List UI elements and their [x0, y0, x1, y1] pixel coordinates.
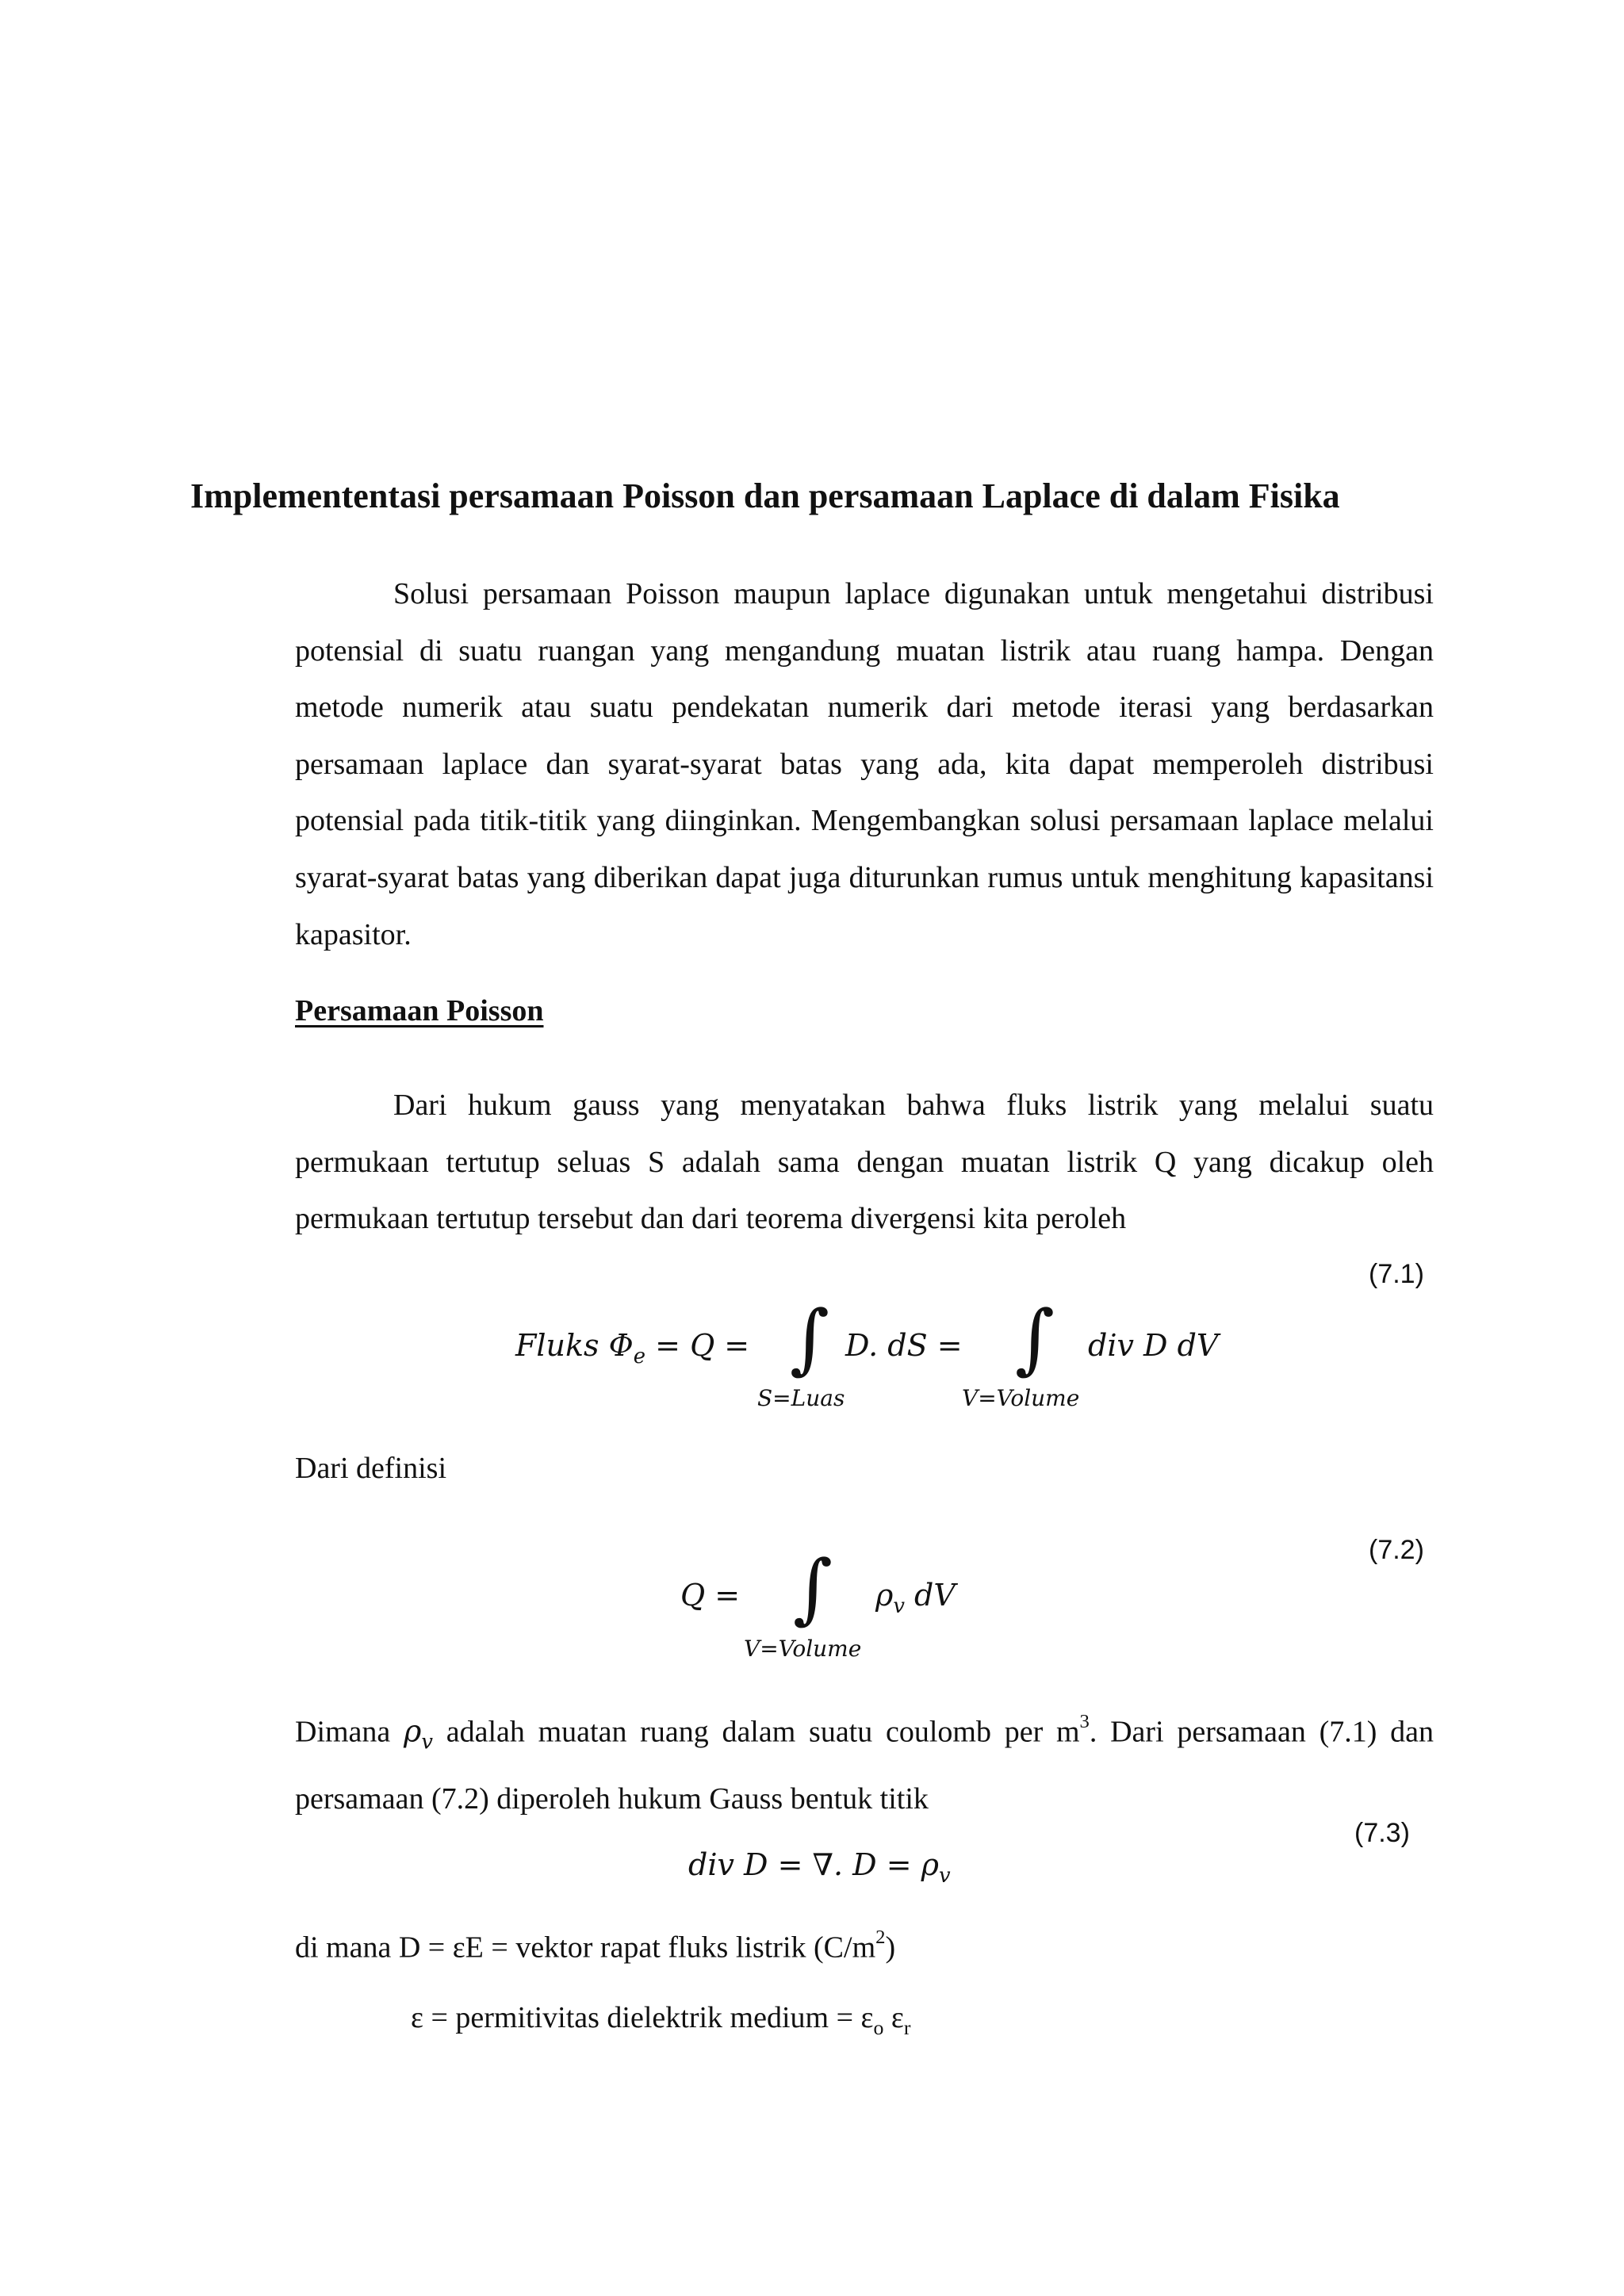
eq1-integrand-2: div D dV — [1088, 1328, 1219, 1363]
dimana-d-text-2: ) — [885, 1931, 896, 1965]
eq1-lhs-sub: e — [633, 1345, 646, 1369]
epsilon-sub-2: r — [903, 2016, 911, 2040]
eq2-integrand — [875, 1578, 956, 1618]
epsilon-text: ε = permitivitas dielektrik medium = ε — [411, 2001, 874, 2034]
intro-text: Solusi persamaan Poisson maupun laplace digunakan untuk mengetahui distribusi potensial di suatu ruangan yang mengandung muatan listrik atau ruang hampa. Dengan metode numerik atau suatu pendekatan numerik dari metode iterasi yang berdasarkan persamaan laplace dan syarat-syarat batas yang ada, kita dapat memperoleh distribusi potensial pada titik-titik yang diinginkan. Mengembangkan solusi persamaan laplace melalui syarat-syarat batas yang diberikan dapat juga diturunkan rumus untuk menghitung kapasitansi kapasitor. — [295, 577, 1434, 951]
section-heading: Persamaan Poisson — [295, 994, 544, 1027]
dimana-d-line — [295, 1927, 895, 1965]
dimana-rho-sub: v — [421, 1730, 433, 1755]
dimana-text — [295, 1693, 1434, 1828]
eq3-expr: div D = ∇. D = ρ — [688, 1847, 939, 1882]
gauss-text: Dari hukum gauss yang menyatakan bahwa fluks listrik yang melalui suatu permukaan tertutup seluas S adalah sama dengan muatan listrik Q yang dicakup oleh permukaan tertutup tersebut dan dari teorema divergensi kita peroleh — [295, 1089, 1434, 1236]
gauss-paragraph — [295, 1077, 1434, 1248]
dimana-prefix: Dimana — [295, 1715, 404, 1749]
dimana-paragraph — [295, 1693, 1434, 1828]
equation-number-7-2: (7.2) — [1369, 1535, 1424, 1565]
eq2-rho-sub: v — [893, 1594, 905, 1619]
intro-paragraph — [295, 566, 1434, 963]
equation-7-1-lhs — [515, 1328, 749, 1368]
integral-sign-2: ∫ — [1015, 1294, 1055, 1383]
eq1-limit-2: V=Volume — [962, 1385, 1080, 1411]
eq2-lhs: Q = — [680, 1578, 741, 1613]
equation-7-3 — [688, 1847, 951, 1888]
eq1-integrand-1: D. dS = — [845, 1328, 963, 1363]
epsilon-sub-1: o — [873, 2016, 884, 2040]
dimana-d-sup: 2 — [875, 1927, 886, 1948]
eq2-rho: ρ — [875, 1578, 894, 1613]
equation-number-7-3: (7.3) — [1354, 1818, 1410, 1848]
dimana-sup: 3 — [1079, 1711, 1090, 1732]
eq1-eq-q: = Q = — [655, 1328, 750, 1363]
eq3-expr-sub: v — [939, 1864, 951, 1888]
page-title: Implemententasi persamaan Poisson dan persamaan Laplace di dalam Fisika — [190, 476, 1340, 515]
eq1-limit-1: S=Luas — [757, 1385, 845, 1411]
eq2-dv: dV — [904, 1578, 956, 1613]
epsilon-mid: ε — [883, 2001, 904, 2034]
dimana-text-2: . Dari persamaan (7.1) dan persamaan (7.2) diperoleh hukum Gauss bentuk titik — [295, 1715, 1434, 1816]
integral-sign-3: ∫ — [793, 1544, 833, 1632]
epsilon-line — [411, 2000, 910, 2040]
dimana-rho: ρ — [404, 1713, 422, 1749]
dimana-text-1: adalah muatan ruang dalam suatu coulomb per m — [432, 1715, 1080, 1749]
equation-number-7-1: (7.1) — [1369, 1259, 1424, 1289]
eq1-lhs: Fluks Φ — [515, 1328, 634, 1363]
integral-sign-1: ∫ — [790, 1294, 830, 1383]
eq2-limit: V=Volume — [744, 1636, 862, 1662]
dari-definisi: Dari definisi — [295, 1452, 447, 1485]
dimana-d-text-1: di mana D = εE = vektor rapat fluks listrik (C/m — [295, 1931, 876, 1965]
